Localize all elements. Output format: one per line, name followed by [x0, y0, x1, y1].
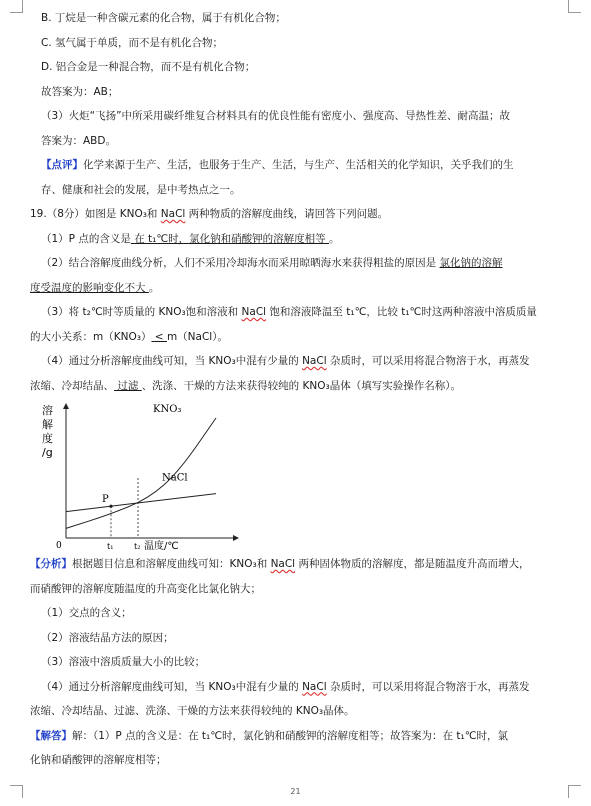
y-axis-label-part: 度	[42, 432, 53, 445]
comment-line1: 【点评】化学来源于生产、生活，也服务于生产、生活，与生产、生活相关的化学知识，关乎我们的生	[41, 159, 514, 171]
option-b: B. 丁烷是一种含碳元素的化合物，属于有机化合物；	[41, 12, 286, 24]
solubility-chart-svg	[42, 400, 242, 550]
crop-mark-top-left	[10, 0, 23, 13]
comment-line2: 存、健康和社会的发展，是中考热点之一。	[41, 183, 241, 196]
y-axis-label-part: 解	[42, 418, 53, 431]
analysis-line3: （1）交点的含义；	[41, 607, 132, 619]
q3: （3）将 t₂℃时等质量的 KNO₃饱和溶液和 NaCl 饱和溶液降温至 t₁℃，比较 t₁℃时这两种溶液中溶质质量	[41, 306, 537, 318]
comment-tag: 【点评】	[41, 159, 83, 171]
solution-tag: 【解答】	[30, 729, 72, 742]
solution-line2: 化钠和硝酸钾的溶解度相等；	[30, 754, 167, 766]
q1-answer: 在 t₁℃时，氯化钠和硝酸钾的溶解度相等	[130, 232, 329, 245]
q2-answer: 氯化钠的溶解	[439, 257, 503, 269]
legend-nacl: NaCl	[162, 472, 188, 484]
document-page	[30, 6, 561, 773]
series-kno3-line	[66, 418, 216, 528]
part3-line1: （3）火炬“飞扬”中所采用碳纤维复合材料具有的优良性能有密度小、强度高、导热性差、耐高温；故	[41, 110, 511, 122]
analysis-line1: 【分析】根据题目信息和溶解度曲线可知：KNO₃和 NaCl 两种固体物质的溶解度，都是随温度升高而增大，	[30, 558, 530, 570]
q4-answer: 过滤	[114, 379, 142, 392]
analysis-line6: （4）通过分析溶解度曲线可知，当 KNO₃中混有少量的 NaCl 杂质时，可以采用将混合物溶于水，再蒸发	[41, 680, 530, 693]
q2: （2）结合溶解度曲线分析，人们不采用冷却海水而采用晾晒海水来获得粗盐的原因是 氯化钠的溶解	[41, 257, 503, 269]
analysis-line4: （2）溶液结晶方法的原因；	[41, 631, 174, 644]
x-axis-label: 温度/℃	[144, 541, 179, 550]
point-p-label: P	[102, 494, 109, 506]
point-p	[109, 505, 112, 508]
q3-answer: <	[151, 330, 167, 343]
q2-cont: 度受温度的影响变化不大 。	[30, 281, 160, 294]
page-number: 21	[290, 787, 301, 796]
q4: （4）通过分析溶解度曲线可知，当 KNO₃中混有少量的 NaCl 杂质时，可以采用将混合物溶于水，再蒸发	[41, 355, 530, 367]
analysis-line7: 浓缩、冷却结晶、过滤、洗涤、干燥的方法来获得较纯的 KNO₃晶体。	[30, 705, 355, 717]
q1: （1）P 点的含义是 在 t₁℃时，氯化钠和硝酸钾的溶解度相等 。	[41, 232, 340, 245]
x-tick-t1: t₁	[107, 542, 114, 550]
question-19: 19.（8分）如图是 KNO₃和 NaCl 两种物质的溶解度曲线，请回答下列问题。	[30, 208, 389, 220]
q3-cont: 的大小关系：m（KNO₃） < m（NaCl）。	[30, 330, 228, 343]
option-d: D. 铝合金是一种混合物，而不是有机化合物；	[41, 61, 256, 73]
solution-line1: 【解答】解：（1）P 点的含义是：在 t₁℃时，氯化钠和硝酸钾的溶解度相等；故答案为：在 t₁℃时，氯	[30, 729, 509, 742]
option-c: C. 氢气属于单质，而不是有机化合物；	[41, 36, 224, 49]
legend-kno3: KNO₃	[153, 404, 182, 415]
q4-cont: 浓缩、冷却结晶、 过滤 、洗涤、干燥的方法来获得较纯的 KNO₃晶体（填写实验操作名称）。	[30, 379, 461, 392]
crop-mark-top-right	[568, 0, 581, 13]
x-tick-t2: t₂	[134, 542, 141, 550]
answer-ab: 故答案为：AB；	[41, 85, 119, 98]
analysis-line2: 而硝酸钾的溶解度随温度的升高变化比氯化钠大；	[30, 582, 261, 595]
analysis-tag: 【分析】	[30, 558, 72, 570]
y-axis-label	[42, 403, 53, 459]
y-axis-label-part: /g	[42, 446, 53, 459]
y-axis-label-part: 溶	[42, 404, 53, 417]
solubility-chart	[30, 400, 561, 550]
analysis-line5: （3）溶液中溶质质量大小的比较；	[41, 656, 206, 668]
part3-line2: 答案为：ABD。	[41, 134, 116, 147]
series-nacl-line	[66, 494, 216, 512]
origin-label: 0	[56, 541, 62, 550]
